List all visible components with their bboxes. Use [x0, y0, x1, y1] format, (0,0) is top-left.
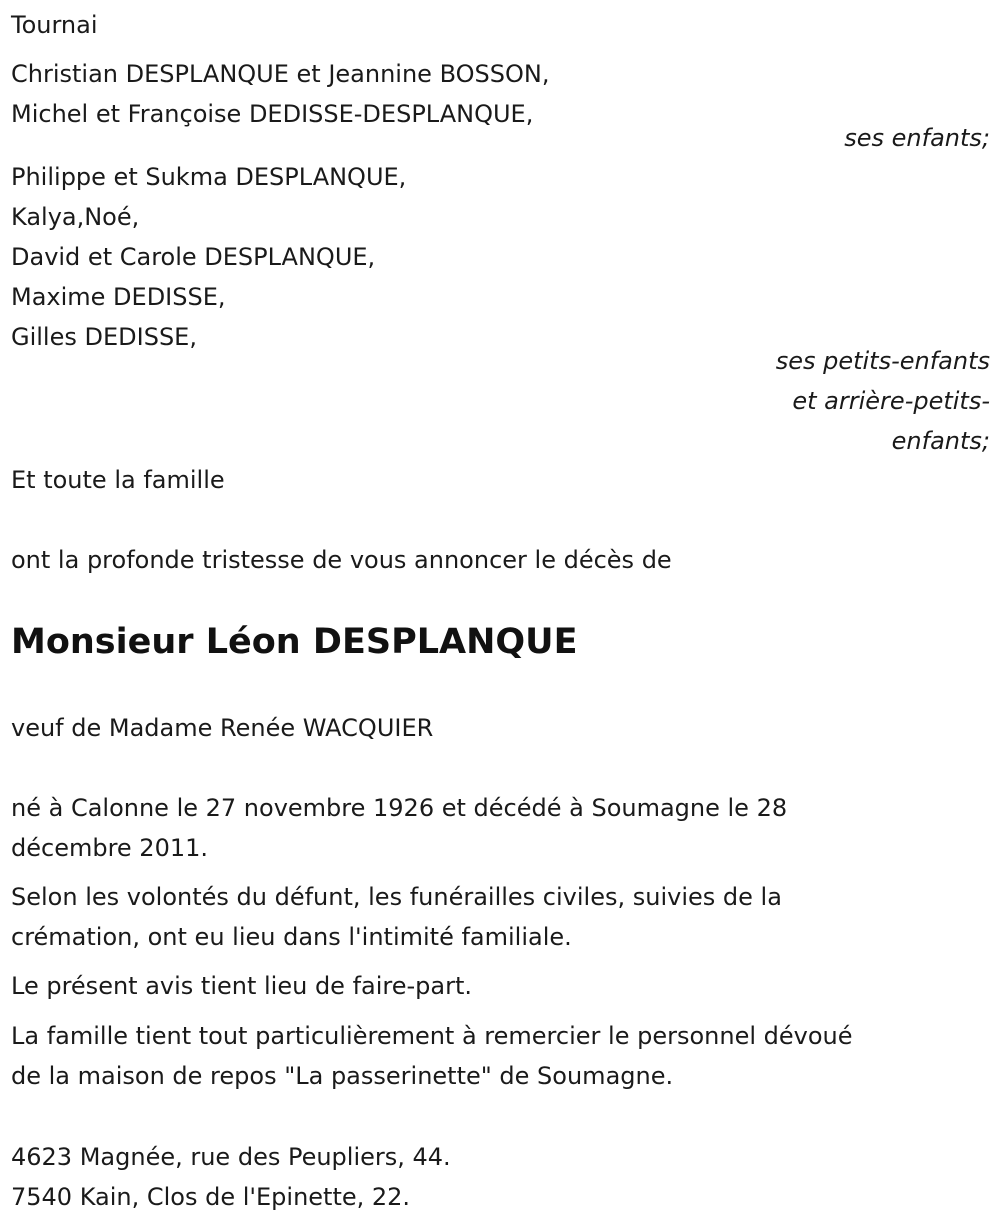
children-label: ses enfants;	[844, 124, 990, 152]
children-line-1: Christian DESPLANQUE et Jeannine BOSSON,	[11, 60, 550, 88]
grandchildren-label-1: ses petits-enfants	[775, 347, 990, 375]
address-line-2: 7540 Kain, Clos de l'Epinette, 22.	[11, 1183, 411, 1211]
grandchildren-line-2: Kalya,Noé,	[11, 203, 140, 231]
funeral-line-1: Selon les volontés du défunt, les funérailles civiles, suivies de la	[11, 883, 782, 911]
location: Tournai	[11, 11, 98, 39]
children-line-2: Michel et Françoise DEDISSE-DESPLANQUE,	[11, 100, 534, 128]
deceased-name: Monsieur Léon DESPLANQUE	[11, 622, 578, 662]
grandchildren-line-3: David et Carole DESPLANQUE,	[11, 243, 376, 271]
family-line: Et toute la famille	[11, 466, 225, 494]
widower-of: veuf de Madame Renée WACQUIER	[11, 714, 434, 742]
thanks-line-2: de la maison de repos "La passerinette" de Soumagne.	[11, 1062, 674, 1090]
grandchildren-line-5: Gilles DEDISSE,	[11, 323, 197, 351]
grandchildren-label-2: et arrière-petits-	[792, 387, 990, 415]
funeral-line-2: crémation, ont eu lieu dans l'intimité familiale.	[11, 923, 572, 951]
grandchildren-line-4: Maxime DEDISSE,	[11, 283, 226, 311]
announcement: ont la profonde tristesse de vous annoncer le décès de	[11, 546, 672, 574]
birth-death-line-2: décembre 2011.	[11, 834, 209, 862]
thanks-line-1: La famille tient tout particulièrement à remercier le personnel dévoué	[11, 1022, 853, 1050]
grandchildren-line-1: Philippe et Sukma DESPLANQUE,	[11, 163, 407, 191]
birth-death-line-1: né à Calonne le 27 novembre 1926 et décédé à Soumagne le 28	[11, 794, 788, 822]
grandchildren-label-3: enfants;	[891, 427, 990, 455]
notice: Le présent avis tient lieu de faire-part.	[11, 972, 473, 1000]
address-line-1: 4623 Magnée, rue des Peupliers, 44.	[11, 1143, 451, 1171]
